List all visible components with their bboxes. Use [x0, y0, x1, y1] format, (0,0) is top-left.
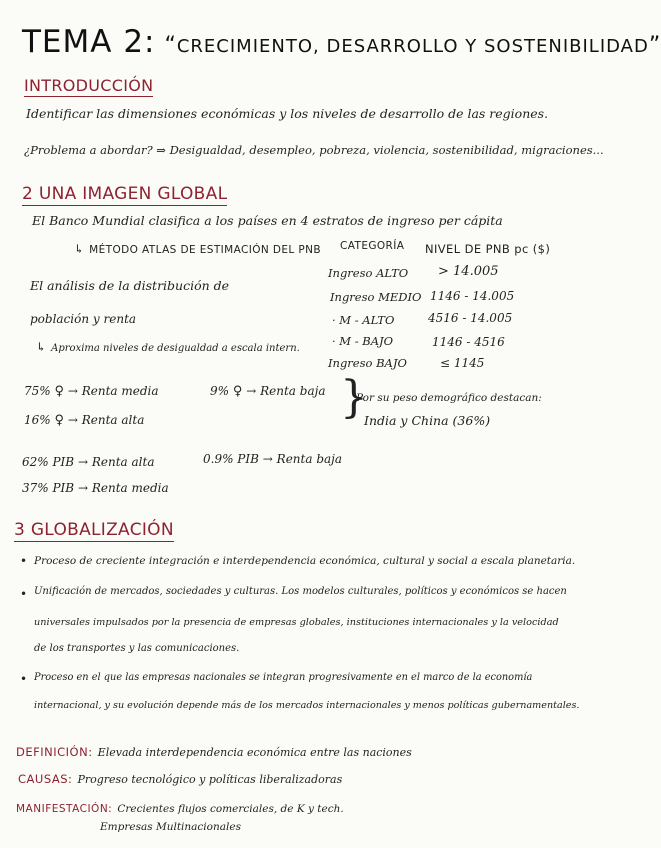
row-level: ≤ 1145: [440, 356, 485, 370]
definition-label: DEFINICIÓN:: [16, 745, 93, 759]
row-level: > 14.005: [438, 264, 499, 279]
definition-line: [16, 741, 412, 760]
globalization-heading-text: 3 GLOBALIZACIÓN: [14, 520, 174, 540]
global-intro: El Banco Mundial clasifica a los países en 4 estratos de ingreso per cápita: [32, 213, 503, 228]
row-category: Ingreso ALTO: [328, 266, 409, 280]
definition-text: Elevada interdependencia económica entre las naciones: [97, 746, 412, 759]
right-arrow-icon: →: [246, 384, 257, 398]
right-arrow-icon: →: [67, 384, 78, 398]
approx-line: [36, 336, 300, 355]
pib-label: Renta baja: [276, 452, 343, 466]
col-level-header: NIVEL DE PNB pc ($): [425, 242, 551, 256]
right-arrow-icon: →: [77, 481, 89, 495]
analysis-line1: El análisis de la distribución de: [30, 278, 230, 293]
causes-text: Progreso tecnológico y políticas liberalizadoras: [77, 773, 343, 786]
globalization-bullet3-line2: internacional, y su evolución depende más de los mercados internacionales y menos políticas gubernamentales.: [34, 700, 580, 711]
row-level: 1146 - 14.005: [430, 289, 515, 303]
pib-pct: 62% PIB: [22, 455, 75, 469]
stat-pct: 9%: [210, 384, 230, 398]
globalization-bullet1: Proceso de creciente integración e interdependencia económica, cultural y social a escala planetaria.: [34, 555, 576, 567]
causes-label: CAUSAS:: [18, 772, 73, 786]
intro-heading: INTRODUCCIÓN: [24, 76, 154, 95]
method-line: [74, 238, 321, 257]
global-heading-text: 2 UNA IMAGEN GLOBAL: [22, 184, 228, 204]
person-icon: ♀: [54, 384, 65, 399]
pib-row: [22, 481, 169, 495]
stat-pct: 75%: [24, 384, 51, 398]
row-level: 1146 - 4516: [432, 335, 505, 349]
bullet-dot: •: [20, 587, 28, 601]
stat-row: [24, 413, 144, 428]
stat-row: [24, 384, 159, 399]
stat-row: [210, 384, 325, 399]
globalization-bullet3-line1: Proceso en el que las empresas nacionales se integran progresivamente en el marco de la economía: [34, 672, 533, 683]
pib-label: Renta alta: [91, 455, 155, 469]
pib-label: Renta media: [91, 481, 169, 495]
manifestation-text: Crecientes flujos comerciales, de K y tech.: [117, 803, 344, 815]
right-arrow-icon: →: [67, 413, 78, 427]
title-tema: TEMA 2:: [22, 24, 156, 60]
intro-line1: Identificar las dimensiones económicas y los niveles de desarrollo de las regiones.: [26, 106, 549, 121]
stat-pct: 16%: [24, 413, 51, 427]
right-arrow-icon: →: [262, 452, 273, 466]
method-arrow-icon: ↳: [74, 242, 85, 256]
manifestation-line: [16, 797, 344, 816]
globalization-bullet2-line3: de los transportes y las comunicaciones.: [34, 643, 240, 654]
person-icon: ♀: [54, 413, 65, 428]
pib-row: [22, 455, 154, 469]
pib-pct: 37% PIB: [22, 481, 75, 495]
approx-text: Aproxima niveles de desigualdad a escala intern.: [51, 343, 300, 354]
title-close-quote: ”: [648, 33, 661, 58]
globalization-bullet2-line1: Unificación de mercados, sociedades y culturas. Los modelos culturales, políticos y económicos se hacen: [34, 586, 567, 597]
page-title: [22, 24, 661, 60]
curly-brace-icon: }: [340, 372, 368, 423]
bullet-dot: •: [20, 672, 28, 686]
demo-note: Por su peso demográfico destacan:: [356, 392, 542, 404]
manifestation-label: MANIFESTACIÓN:: [16, 803, 113, 815]
approx-arrow-icon: ↳: [36, 340, 47, 354]
stat-label: Renta baja: [260, 384, 326, 398]
col-category-header: CATEGORÍA: [340, 240, 405, 252]
title-open-quote: “: [164, 33, 177, 58]
pib-pct: 0.9% PIB: [203, 452, 259, 466]
globalization-bullet2-line2: universales impulsados por la presencia de empresas globales, instituciones internacionales y la velocidad: [34, 617, 559, 628]
manifestation-text-2: Empresas Multinacionales: [100, 821, 241, 833]
stat-label: Renta alta: [81, 413, 145, 427]
row-category: · M - ALTO: [332, 313, 395, 327]
row-level: 4516 - 14.005: [428, 311, 513, 325]
pib-row: [203, 452, 342, 466]
stat-label: Renta media: [81, 384, 159, 398]
globalization-heading: [14, 520, 174, 540]
row-category: Ingreso BAJO: [328, 356, 407, 370]
method-label: MÉTODO ATLAS DE ESTIMACIÓN DEL PNB: [89, 244, 321, 256]
title-text: CRECIMIENTO, DESARROLLO Y SOSTENIBILIDAD: [176, 36, 649, 57]
demo-countries: India y China (36%): [364, 413, 491, 428]
causes-line: [18, 768, 342, 787]
right-arrow-icon: →: [77, 455, 89, 469]
analysis-line2: población y renta: [30, 312, 137, 326]
row-category: Ingreso MEDIO: [330, 290, 422, 304]
intro-line2: ¿Problema a abordar? ⇒ Desigualdad, desempleo, pobreza, violencia, sostenibilidad, migraciones...: [24, 143, 604, 157]
bullet-dot: •: [20, 554, 28, 568]
row-category: · M - BAJO: [332, 334, 394, 348]
person-icon: ♀: [232, 384, 243, 399]
global-heading: [22, 184, 227, 204]
